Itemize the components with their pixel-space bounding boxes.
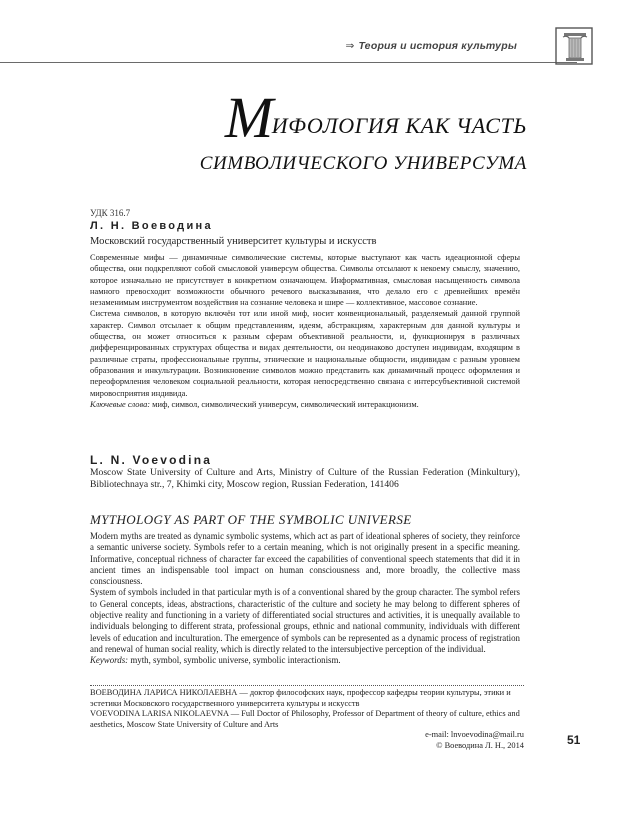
column-logo-icon xyxy=(555,26,595,66)
author-name-en: L. N. Voevodina xyxy=(90,453,213,467)
keywords-ru-text: миф, символ, символический универсум, символический интеракционизм. xyxy=(150,399,419,409)
article-title-line1 xyxy=(0,85,527,150)
abstract-ru-p2: Система символов, в которую включён тот или иной миф, носит конвенциональный, разделяемый данной группой характер. Символ отсылает к общим представлениям, идеям, абстракциям, характерным для данной культуры и общества, он может относиться к разным сферам объективной реальности, и, функционируя в различных дифференцированных структурах общества и видах деятельности, он неодинаково доступен индивидам, входящим в различные страты, профессиональные группы, этнические и национальные общности, индивидам с разным уровнем образования и инкультурации. Возникновение символов можно представить как динамичный процесс оформления и переоформления человеком социальной реальности, которая непосредственно связана с интерсубъективной системой мировосприятия индивида. xyxy=(90,309,520,398)
footer-divider xyxy=(90,685,524,686)
title-initial: М xyxy=(224,85,274,150)
email: e-mail: lnvoevodina@mail.ru xyxy=(425,730,524,739)
abstract-en-p2: System of symbols included in that particular myth is of a conventional shared by the group character. The symbol refers to General concepts, ideas, abstractions, characteristic of the culture and society he may belong to different spheres of objective reality and functioning in a variety of differentiated social structures and activities, it is unequally available to individuals belonging to different strata, professional groups, ethnic and national community, individuals with different levels of education and inculturation. The emergence of symbols can be represented as a dynamic process of registration and renewal of human social reality, which is directly related to the intersubjective perception of the individual. xyxy=(90,587,520,654)
copyright: © Воеводина Л. Н., 2014 xyxy=(436,740,524,750)
keywords-en-text: myth, symbol, symbolic universe, symbolic interactionism. xyxy=(128,655,341,666)
author-name-ru: Л. Н. Воеводина xyxy=(90,220,213,232)
keywords-ru xyxy=(90,399,520,410)
keywords-en-label: Keywords: xyxy=(90,655,129,666)
arrow-icon: ⇒ xyxy=(345,40,355,52)
header-rule xyxy=(0,62,577,63)
keywords-en xyxy=(90,655,520,666)
affiliation-en: Moscow State University of Culture and Arts, Ministry of Culture of the Russian Federation (Minkultury), Bibliotechnaya str., 7, Khimki city, Moscow region, Russian Federation, 141406 xyxy=(90,467,520,490)
keywords-ru-label: Ключевые слова: xyxy=(90,399,151,409)
abstract-ru xyxy=(90,252,520,410)
running-header xyxy=(0,0,617,70)
page-number: 51 xyxy=(567,733,581,747)
author-info-ru: ВОЕВОДИНА ЛАРИСА НИКОЛАЕВНА — доктор философских наук, профессор кафедры теории культуры, этики и эстетики Московского государственного университета культуры и искусств xyxy=(90,688,511,708)
contact-block xyxy=(425,730,524,752)
author-info-en: VOEVODINA LARISA NIKOLAEVNA — Full Doctor of Philosophy, Professor of Department of theory of culture, ethics and aesthetics, Moscow State University of Culture and Arts xyxy=(90,709,520,729)
section-title xyxy=(345,40,517,52)
title-line1-text: ИФОЛОГИЯ КАК ЧАСТЬ xyxy=(271,113,527,138)
article-title-en: MYTHOLOGY AS PART OF THE SYMBOLIC UNIVERSE xyxy=(90,512,412,527)
affiliation-ru: Московский государственный университет культуры и искусств xyxy=(90,236,377,247)
abstract-ru-p1: Современные мифы — динамичные символические системы, которые выступают как часть идеационной сферы общества, они подкрепляют собой смысловой универсум общества. Символы отсылают к некоему смыслу, значению, которое изначально не присутствует в конкретном означающем. Информативная, смысловая насыщенность символа намного превосходит возможности обычного речевого высказывания, что делало его с древнейших времён незаменимым инструментом воздействия на сознание человека и шире — коллективное, массовое сознание. xyxy=(90,253,520,308)
article-title-line2: СИМВОЛИЧЕСКОГО УНИВЕРСУМА xyxy=(199,153,527,174)
abstract-en-p1: Modern myths are treated as dynamic symbolic systems, which act as part of ideational spheres of society, they reinforce a semantic universe society. Symbols refer to a certain meaning, which is not originally present in a specific meaning. Informative, conceptual richness of character far exceed the capabilities of conventional speech statements that did it in ancient times an indispensable tool impact on human consciousness and, more broadly, the collective mass consciousness. xyxy=(90,531,520,587)
section-name: Теория и история культуры xyxy=(358,40,517,52)
author-info xyxy=(90,688,524,730)
abstract-en xyxy=(90,531,520,667)
udk-code: УДК 316.7 xyxy=(90,208,131,218)
